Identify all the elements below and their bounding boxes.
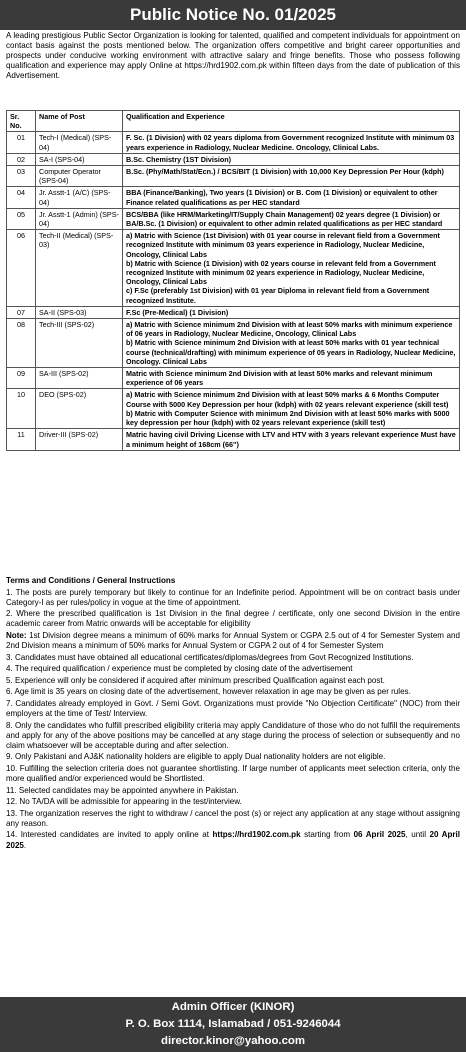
cell-sr: 03 xyxy=(7,166,36,187)
cell-qualification: B.Sc. Chemistry (1ST Division) xyxy=(123,153,460,165)
cell-qualification: Matric having civil Driving License with LTV and HTV with 3 years relevant experience Must have a minimum height of 168cm (66") xyxy=(123,429,460,450)
table-row xyxy=(7,208,460,229)
term-item: 10. Fulfilling the selection criteria does not guarantee shortlisting. If large number of applicants meet selection criteria, only the more qualified and/or experienced would be Shortlisted. xyxy=(6,763,460,784)
term-item: 13. The organization reserves the right to withdraw / cancel the post (s) or reject any application at any stage without assigning any reason. xyxy=(6,808,460,828)
cell-post-name: SA-II (SPS-03) xyxy=(36,306,123,318)
table-row xyxy=(7,389,460,429)
term-item: 4. The required qualification / experience must be completed by closing date of the advertisement xyxy=(6,664,353,674)
posts-table-body xyxy=(7,132,460,450)
cell-post-name: Tech-III (SPS-02) xyxy=(36,319,123,368)
cell-sr: 05 xyxy=(7,208,36,229)
cell-post-name: Tech-II (Medical) (SPS-03) xyxy=(36,230,123,307)
cell-qualification: BCS/BBA (like HRM/Marketing/IT/Supply Chain Management) 02 years degree (1 Division) or BA/B.Sc. (1 Division) or equivalent to other admin related qualifications as per HEC standard xyxy=(123,208,460,229)
apply-end-date: 20 April 2025 xyxy=(6,830,460,850)
cell-sr: 07 xyxy=(7,306,36,318)
cell-qualification: a) Matric with Science minimum 2nd Division with at least 50% marks with minimum experience of 06 years in Radiology, Nuclear Medicine, Oncology, Clinical Labs b) Matric with Science minimum 2nd Division with at least 50% marks with 01 year technical course (technical/drafting) with minimum experience of 05 years in Radiology, Nuclear Medicine, Oncology. Clinical Labs xyxy=(123,319,460,368)
cell-sr: 06 xyxy=(7,230,36,307)
cell-sr: 09 xyxy=(7,368,36,389)
term-item: 6. Age limit is 35 years on closing date of the advertisement, however relaxation in age may be given as per rules. xyxy=(6,687,411,697)
footer-officer: Admin Officer (KINOR) xyxy=(171,1001,295,1013)
table-row xyxy=(7,187,460,208)
terms-section xyxy=(6,576,460,852)
cell-sr: 04 xyxy=(7,187,36,208)
cell-post-name: Driver-III (SPS-02) xyxy=(36,429,123,450)
cell-post-name: SA-III (SPS-02) xyxy=(36,368,123,389)
apply-mid: starting from xyxy=(300,830,354,840)
cell-post-name: Tech-I (Medical) (SPS-04) xyxy=(36,132,123,153)
posts-table xyxy=(6,110,460,451)
term-item-apply xyxy=(6,830,460,850)
terms-heading: Terms and Conditions / General Instructions xyxy=(6,576,176,585)
table-row xyxy=(7,368,460,389)
notice-title: Public Notice No. 01/2025 xyxy=(0,0,466,30)
cell-post-name: DEO (SPS-02) xyxy=(36,389,123,429)
term-item: 11. Selected candidates may be appointed anywhere in Pakistan. xyxy=(6,785,239,795)
table-row xyxy=(7,166,460,187)
apply-prefix: 14. Interested candidates are invited to apply online at xyxy=(6,830,213,840)
cell-sr: 08 xyxy=(7,319,36,368)
term-item: 1. The posts are purely temporary but likely to continue for an Indefinite period. Appointment will be on contract basis under Category-I as per rules/policy in vogue at the time of appointment. xyxy=(6,587,460,607)
term-item: 2. Where the prescribed qualification is 1st Division in the final degree / certificate, only one second Division in the entire academic career from Matric onwards will be acceptable for eligibility xyxy=(6,609,460,629)
note-label: Note: xyxy=(6,630,27,640)
term-item: 9. Only Pakistani and AJ&K nationality holders are eligible to apply Dual nationality holders are not eligible. xyxy=(6,752,386,762)
term-item: 8. Only the candidates who fulfill prescribed eligibility criteria may apply Candidature of those who do not fulfill the requirements and apply for any of the above positions may be cancelled at any stage during the process of selection or subsequently and no claim whatsoever will be acceptable during and after selection. xyxy=(6,720,460,750)
table-row xyxy=(7,153,460,165)
cell-qualification: a) Matric with Science minimum 2nd Division with at least 50% marks & 6 Months Computer Course with 5000 Key Depression per hour (kdph) with 02 years relevant experience (skill test) b) Matric with Computer Science with minimum 2nd Division with at least 50% marks with 5000 key depression per hour (kdph) with 02 years relevant experience (skill test) xyxy=(123,389,460,429)
cell-qualification: F.Sc (Pre-Medical) (1 Division) xyxy=(123,306,460,318)
col-header-post: Name of Post xyxy=(36,111,123,132)
cell-sr: 10 xyxy=(7,389,36,429)
cell-post-name: Computer Operator (SPS-04) xyxy=(36,166,123,187)
term-note xyxy=(6,631,460,651)
term-item: 7. Candidates already employed in Govt. / Semi Govt. Organizations must provide "No Objection Certificate" (NOC) from their employers at the time of Test/ Interview. xyxy=(6,698,460,718)
intro-paragraph: A leading prestigious Public Sector Organization is looking for talented, qualified and competent individuals for appointment on contact basis against the posts mentioned below. The organization offers competitive and bright career opportunities and prospects under conducive working environment with attractive salary and fringe benefits. Those who possess following qualification and experience may apply Online at https://hrd1902.com.pk within fifteen days from the date of publication of this Advertisement. xyxy=(6,31,460,80)
term-item: 5. Experience will only be considered if acquired after minimum prescribed Qualification against each post. xyxy=(6,675,385,685)
cell-qualification: F. Sc. (1 Division) with 02 years diploma from Government recognized Institute with minimum 03 years experience in Radiology, Nuclear Medicine. Oncology, Clinical Labs. xyxy=(123,132,460,153)
table-header-row xyxy=(7,111,460,132)
col-header-sr: Sr. No. xyxy=(7,111,36,132)
cell-qualification: a) Matric with Science (1st Division) with 01 year course in relevant field from a Government recognized Institute with minimum 03 years experience in Radiology, Nuclear Medicine, Oncology, Clinical Labs b) Matric with Science (1 Division) with 02 years course in relevant feld from a Government recognized Institute with minimum 02 years experience in Radiology, Nuclear Medicine, Oncology, Clinical Labs c) F.Sc (preferably 1st Division) with 01 year Diploma in relevant field from a Government recognized Institute. xyxy=(123,230,460,307)
table-row xyxy=(7,132,460,153)
cell-post-name: Jr. Asstt-1 (Admin) (SPS-04) xyxy=(36,208,123,229)
cell-qualification: Matric with Science minimum 2nd Division with at least 50% marks and relevant minimum experience of 06 years xyxy=(123,368,460,389)
cell-post-name: Jr. Asstt-1 (A/C) (SPS-04) xyxy=(36,187,123,208)
table-row xyxy=(7,230,460,307)
apply-suffix: . xyxy=(23,840,27,850)
term-item: 3. Candidates must have obtained all educational certificates/diplomas/degrees from Govt Recognized Institutions. xyxy=(6,652,414,662)
cell-sr: 11 xyxy=(7,429,36,450)
cell-qualification: B.Sc. (Phy/Math/Stat/Ecn.) / BCS/BIT (1 Division) with 10,000 Key Depression Per Hour (kdph) xyxy=(123,166,460,187)
col-header-qualification: Qualification and Experience xyxy=(123,111,460,132)
apply-mid2: , until xyxy=(405,830,430,840)
cell-qualification: BBA (Finance/Banking), Two years (1 Division) or B. Com (1 Division) or equivalent to other Finance related qualifications as per HEC standard xyxy=(123,187,460,208)
apply-link[interactable]: https://hrd1902.com.pk xyxy=(212,830,301,840)
cell-post-name: SA-I (SPS-04) xyxy=(36,153,123,165)
footer-email[interactable]: director.kinor@yahoo.com xyxy=(160,1035,306,1047)
contact-footer xyxy=(0,997,466,1052)
term-item: 12. No TA/DA will be admissible for appearing in the test/interview. xyxy=(6,797,242,807)
table-row xyxy=(7,319,460,368)
cell-sr: 01 xyxy=(7,132,36,153)
apply-start-date: 06 April 2025 xyxy=(353,830,406,840)
note-text: 1st Division degree means a minimum of 60% marks for Annual System or CGPA 2.5 out of 4 for Semester System and 2nd Division means a minimum of 50% marks for Annual System or CGPA 2 out of 4 for Semester System xyxy=(6,630,460,651)
table-row xyxy=(7,429,460,450)
cell-sr: 02 xyxy=(7,153,36,165)
footer-address: P. O. Box 1114, Islamabad / 051-9246044 xyxy=(125,1018,341,1030)
table-row xyxy=(7,306,460,318)
